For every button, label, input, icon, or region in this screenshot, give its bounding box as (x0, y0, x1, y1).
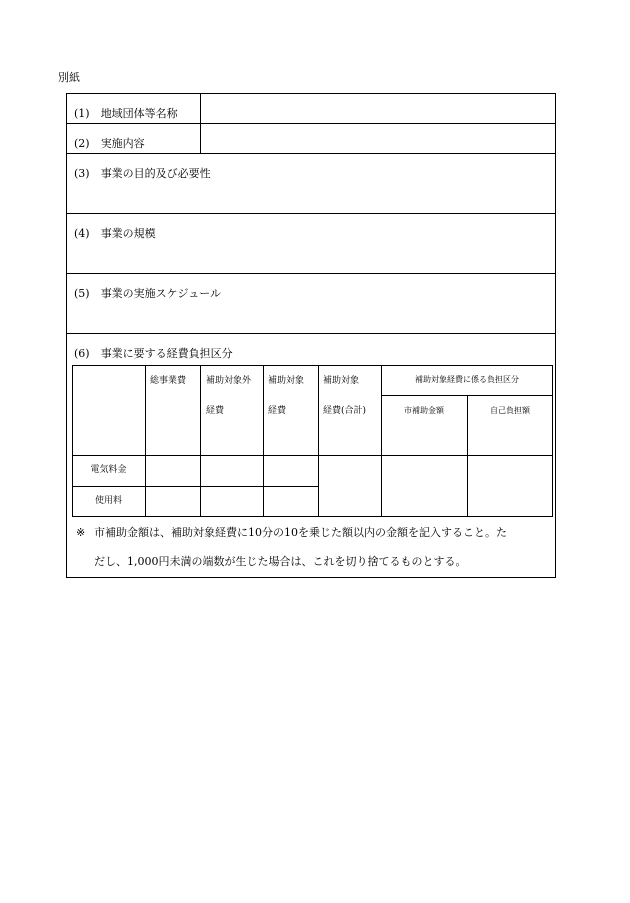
header-total-cost: 総事業費 (150, 376, 187, 386)
subsidy-total-cell[interactable] (320, 457, 380, 516)
divider (66, 273, 556, 274)
section-label: 地域団体等名称 (100, 107, 178, 120)
divider (66, 153, 556, 154)
city-subsidy-cell[interactable] (383, 457, 466, 516)
section-cost-burden (74, 342, 233, 361)
row-label-usage-fee: 使用料 (94, 496, 122, 506)
usage-subsidy-cell[interactable] (265, 488, 317, 516)
electricity-non-subsidy-cell[interactable] (202, 457, 262, 485)
divider (66, 123, 556, 124)
header-self-burden: 自己負担額 (490, 406, 530, 415)
section-schedule (74, 282, 221, 301)
section-number: (4) (74, 227, 90, 240)
section-number: (3) (74, 167, 90, 180)
header-subsidy-line1: 補助対象 (268, 376, 305, 386)
attachment-label: 別紙 (58, 71, 80, 84)
scale-field[interactable] (74, 240, 550, 268)
section-content (74, 132, 145, 151)
header-non-subsidy-line2: 経費 (206, 406, 225, 416)
note-line-2: だし、1,000円未満の端数が生じた場合は、これを切り捨てるものとする。 (94, 555, 467, 568)
section-org-name (74, 102, 178, 121)
table-line (145, 365, 146, 517)
section-label: 事業に要する経費負担区分 (100, 347, 233, 360)
electricity-subsidy-cell[interactable] (265, 457, 317, 485)
section-number: (5) (74, 287, 90, 300)
header-non-subsidy-line1: 補助対象外 (206, 376, 252, 386)
section-label: 事業の実施スケジュール (100, 287, 222, 300)
header-city-subsidy: 市補助金額 (404, 406, 444, 415)
header-subsidy-total-line1: 補助対象 (323, 376, 360, 386)
note-mark: ※ (76, 526, 86, 539)
label-value-divider (200, 93, 201, 153)
table-line (381, 395, 553, 396)
table-line (72, 455, 553, 456)
divider (66, 333, 556, 334)
section-number: (2) (74, 137, 90, 150)
section-label: 事業の規模 (100, 227, 156, 240)
schedule-field[interactable] (74, 300, 550, 328)
section-purpose (74, 162, 211, 181)
divider (66, 213, 556, 214)
usage-total-cost-cell[interactable] (147, 488, 199, 516)
section-label: 事業の目的及び必要性 (100, 167, 211, 180)
usage-non-subsidy-cell[interactable] (202, 488, 262, 516)
section-number: (1) (74, 107, 90, 120)
header-subsidy-line2: 経費 (268, 406, 287, 416)
section-number: (6) (74, 347, 90, 360)
content-field[interactable] (206, 132, 550, 146)
header-burden-group: 補助対象経費に係る負担区分 (415, 375, 519, 384)
header-subsidy-total-line2: 経費(合計) (323, 406, 367, 416)
section-scale (74, 222, 156, 241)
note-line-1: 市補助金額は、補助対象経費に10分の10を乗じた額以内の金額を記入すること。た (94, 526, 507, 539)
purpose-field[interactable] (74, 180, 550, 208)
section-label: 実施内容 (100, 137, 145, 150)
electricity-total-cost-cell[interactable] (147, 457, 199, 485)
table-line (263, 365, 264, 517)
table-line (318, 365, 319, 517)
table-line (72, 486, 318, 487)
row-label-electricity: 電気料金 (90, 465, 127, 475)
self-burden-cell[interactable] (469, 457, 552, 516)
table-line (200, 365, 201, 517)
table-line (381, 365, 382, 517)
org-name-field[interactable] (206, 102, 550, 116)
